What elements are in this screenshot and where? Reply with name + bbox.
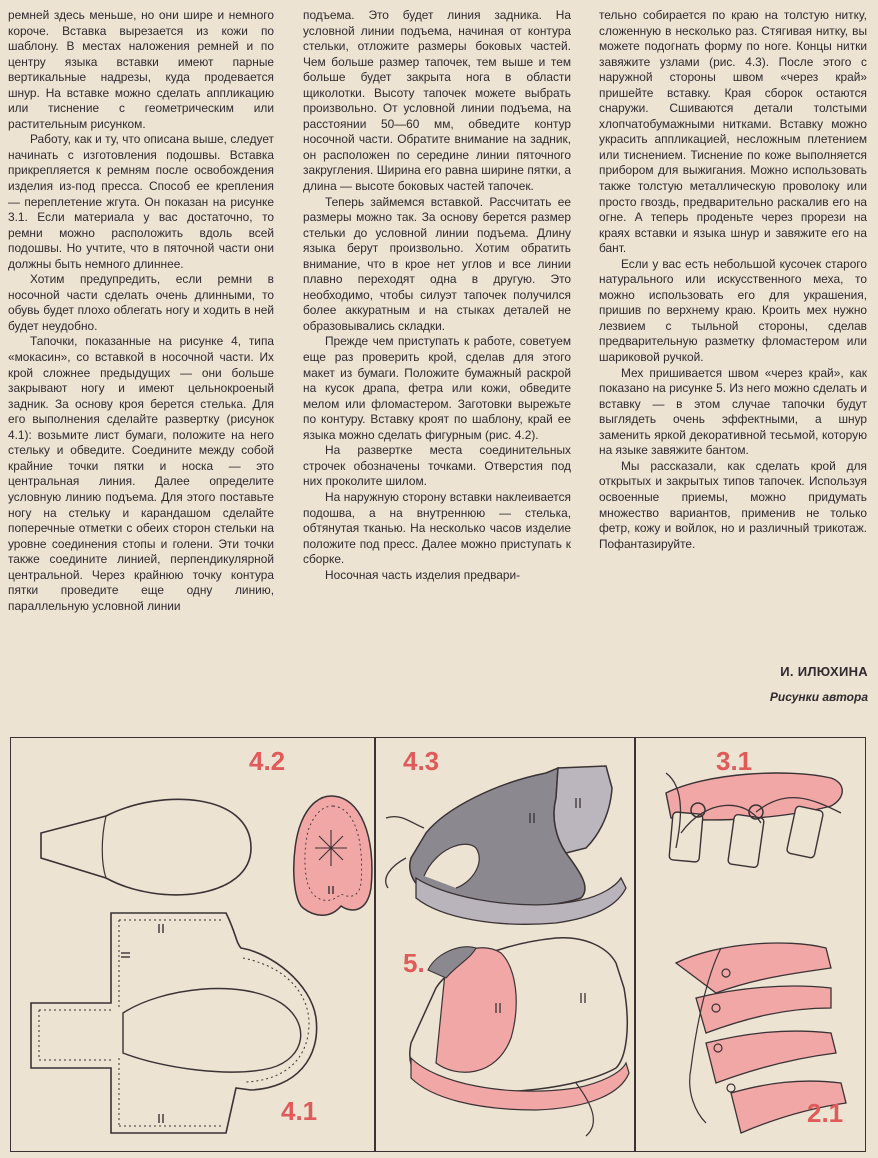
paragraph: Прежде чем приступать к работе, советуем еще раз проверить крой, сделав для этого макет из бумаги. Положите бумажный раскрой на кусок драпа, фетра или кожи, обведите мелом или фломастером. Заготовки вырежьте по контуру. Вставку кроят по шаблону, край ее языка можно сделать фигурным (рис. 4.2). [303, 334, 571, 442]
illustrations-panel [10, 737, 866, 1152]
text-column-2 [303, 8, 571, 692]
paragraph: На развертке места соединительных строчек обозначены точками. Отверстия под них проколите шилом. [303, 443, 571, 489]
paragraph: Мы рассказали, как сделать крой для открытых и закрытых типов тапочек. Используя освоенные приемы, можно придумать множество вариантов, применив не только фетр, кожу и войлок, но и различный трикотаж. Пофантазируйте. [599, 458, 867, 551]
figure-label-2-1: 2.1 [807, 1098, 844, 1128]
text-column-1 [8, 8, 274, 692]
figure-label-4-1: 4.1 [281, 1096, 318, 1126]
figure-4-3-moccasin-drawing [376, 738, 634, 1153]
figure-3-1-strap-drawing [636, 738, 867, 1153]
paragraph: подъема. Это будет линия задника. На условной линии подъема, начиная от контура стельки, отложите размеры боковых частей. Чем больше размер тапочек, тем выше и тем больше будет закрыта нога в области щиколотки. Высоту тапочек можете выбрать произвольно. От условной линии подъема, на расстоянии 50—60 мм, обведите контур носочной части. Обратите внимание на задник, он расположен по середине линии пяточного закругления. Ширина его равна ширине пятки, а длина — высоте боковых частей тапочек. [303, 8, 571, 194]
paragraph: Теперь займемся вставкой. Рассчитать ее размеры можно так. За основу берется размер стельки до условной линии подъема. Длину языка берут произвольно. Хотим обратить внимание, что в крое нет углов и все линии плавно переходят одна в другую. Это необходимо, чтобы силуэт тапочек получился более аккуратным и на стыках деталей не образовывались складки. [303, 194, 571, 333]
figure-4-2-drawing [11, 738, 374, 1153]
figure-label-4-2: 4.2 [249, 746, 286, 776]
paragraph: На наружную сторону вставки наклеивается подошва, а на внутреннюю — стелька, обтянутая тканью. На несколько часов изделие положите под пресс. Далее можно приступать к сборке. [303, 489, 571, 567]
figure-label-3-1: 3.1 [716, 746, 753, 776]
paragraph: Носочная часть изделия предвари- [325, 567, 521, 582]
paragraph: Мех пришивается швом «через край», как показано на рисунке 5. Из него можно сделать и вставку — в этом случае тапочки будут выглядеть очень эффектными, а шнур заменить яркой декоративной тесьмой, которую на языке завяжите бантом. [599, 365, 867, 458]
paragraph: тельно собирается по краю на толстую нитку, сложенную в несколько раз. Стягивая нитку, вы можете подогнать форму по ноге. Концы нитки завяжите узлами (рис. 4.3). После этого с наружной стороны швом «через край» пришейте вставку. Края сборок остаются снаружи. Сшиваются детали толстыми хлопчатобумажными нитками. Вставку можно украсить аппликацией, несложным плетением или тиснением. Тиснение по коже выполняется прибором для выжигания. Можно использовать также толстую металлическую проволоку или просто гвоздь, предварительно раскалив его на огне. А теперь проденьте через прорези на краях вставки и языка шнур и завяжите его на бант. [599, 8, 867, 256]
figure-label-4-3: 4.3 [403, 746, 440, 776]
paragraph: Если у вас есть небольшой кусочек старого натурального или искусственного меха, то можно использовать его для украшения, пришив по верхнему краю. Кроить мех нужно лезвием с тыльной стороны, сделав предварительную разметку фломастером или шариковой ручкой. [599, 256, 867, 365]
paragraph: ремней здесь меньше, но они шире и немного короче. Вставка вырезается из кожи по шаблону. В местах наложения ремней и по центру языка вставки имеют парные вертикальные надрезы, куда продевается шнур. На вставке можно сделать аппликацию или тиснение с геометрическим или растительным рисунком. [8, 8, 274, 131]
figure-label-5: 5. [403, 948, 425, 978]
paragraph: Работу, как и ту, что описана выше, следует начинать с изготовления подошвы. Вставка прикрепляется к ремням после освобождения изделия из-под пресса. Способ ее крепления — переплетение жгута. Он показан на рисунке 3.1. Если материала у вас достаточно, то ремни можно расположить вдоль всей подошвы. Но учтите, что в пяточной части они должны быть немного длиннее. [8, 132, 274, 271]
paragraph: Хотим предупредить, если ремни в носочной части сделать очень длинными, то обувь будет плохо облегать ногу и ходить в ней будет неудобно. [8, 272, 274, 333]
paragraph: Тапочки, показанные на рисунке 4, типа «мокасин», со вставкой в носочной части. Их крой сложнее предыдущих — они больше закрывают ногу и имеют цельнокроеный задник. За основу кроя берется стелька. Для его выполнения сделайте развертку (рисунок 4.1): возьмите лист бумаги, положите на него стельку и обведите. Соедините между собой крайние точки пятки и носка — это центральная линия. Далее определите условную линию подъема. Для этого поставьте ногу на стельку и карандашом сделайте поперечные отметки с обеих сторон стельки на уровне соединения стопы и голени. Эти точки также соедините линией, перпендикулярной центральной. Через крайнюю точку контура пятки проведите еще одну линию, параллельную условной линии [8, 334, 274, 613]
author-name: И. ИЛЮХИНА [780, 664, 868, 679]
text-column-3 [599, 8, 867, 692]
illustration-credit: Рисунки автора [769, 690, 868, 704]
